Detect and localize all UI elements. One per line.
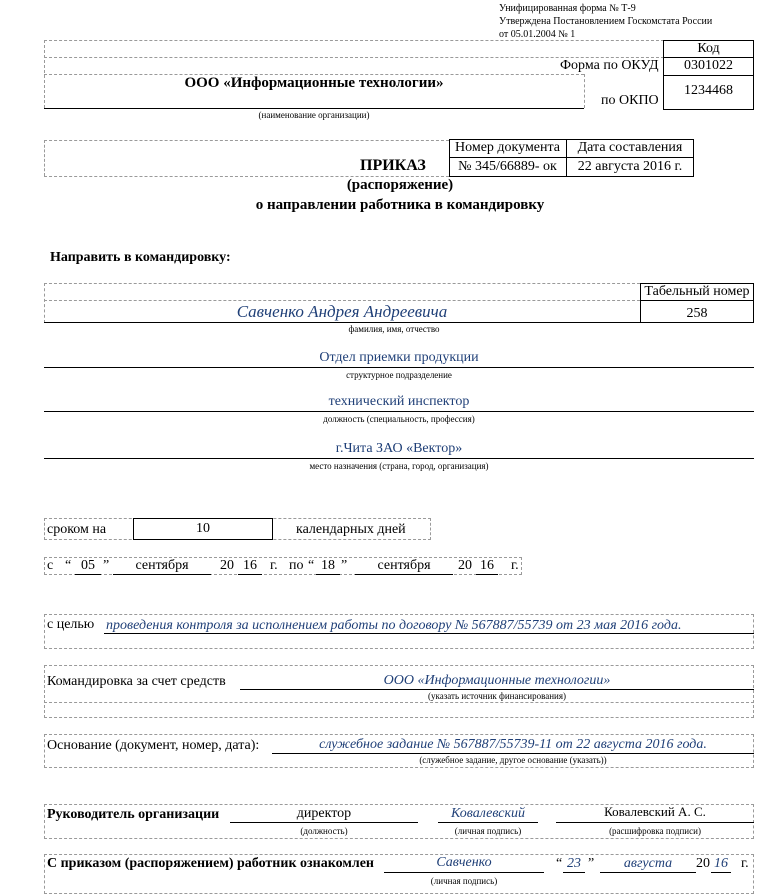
- acquaint-signature-caption: (личная подпись): [430, 876, 498, 886]
- acquaint-year-suffix: г.: [741, 856, 749, 871]
- from-day: 05: [81, 558, 95, 573]
- head-signature-caption: (личная подпись): [454, 826, 522, 836]
- from-year: 16: [243, 558, 257, 573]
- destination-caption: место назначения (страна, город, организация): [309, 461, 489, 471]
- acquaint-label: С приказом (распоряжением) работник ознакомлен: [47, 856, 374, 871]
- basis-value: служебное задание № 567887/55739-11 от 22 августа 2016 года.: [319, 737, 707, 752]
- from-month: сентября: [135, 558, 189, 573]
- code-label: Код: [697, 41, 720, 56]
- acquaint-century: 20: [696, 856, 710, 871]
- to-year: 16: [480, 558, 494, 573]
- form-header-line2: Утверждена Постановлением Госкомстата России: [499, 16, 713, 27]
- funding-caption: (указать источник финансирования): [428, 691, 566, 701]
- to-century: 20: [458, 558, 472, 573]
- position-caption: должность (специальность, профессия): [323, 414, 475, 424]
- basis-label: Основание (документ, номер, дата):: [47, 738, 260, 753]
- acquaint-quote-open: “: [556, 856, 563, 871]
- basis-caption: (служебное задание, другое основание (указать)): [419, 755, 607, 765]
- quote-close-2: ”: [341, 558, 348, 573]
- document-subtitle-2: о направлении работника в командировку: [255, 197, 545, 213]
- name-caption: фамилия, имя, отчество: [348, 324, 440, 334]
- from-label: с: [47, 558, 54, 573]
- from-century: 20: [220, 558, 234, 573]
- purpose-text: проведения контроля за исполнением работы по договору № 567887/55739 от 23 мая 2016 года.: [106, 618, 682, 633]
- okud-value: 0301022: [684, 58, 733, 73]
- document-subtitle-1: (распоряжение): [346, 177, 454, 193]
- send-label: Направить в командировку:: [50, 250, 231, 265]
- acquaint-year: 16: [714, 856, 728, 871]
- acquaint-day: 23: [567, 856, 581, 871]
- head-decoding: Ковалевский А. С.: [604, 804, 706, 819]
- organization-name: ООО «Информационные технологии»: [184, 75, 444, 91]
- employee-name: Савченко Андрея Андреевича: [236, 302, 448, 321]
- department-value: Отдел приемки продукции: [319, 350, 479, 365]
- document-date: 22 августа 2016 г.: [577, 159, 683, 174]
- form-header: [499, 2, 712, 41]
- organization-caption: (наименование организации): [258, 110, 370, 120]
- okpo-label: по ОКПО: [601, 93, 659, 108]
- acquaint-month: августа: [623, 856, 673, 871]
- head-decoding-caption: (расшифровка подписи): [609, 826, 701, 836]
- destination-value: г.Чита ЗАО «Вектор»: [335, 441, 463, 456]
- document-number: № 345/66889- ок: [458, 159, 557, 174]
- term-label: сроком на: [47, 522, 107, 537]
- head-position-caption: (должность): [300, 826, 348, 836]
- okpo-value: 1234468: [684, 83, 733, 98]
- from-year-suffix: г.: [270, 558, 278, 573]
- quote-close-1: ”: [103, 558, 110, 573]
- department-caption: структурное подразделение: [346, 370, 452, 380]
- quote-open-1: “: [65, 558, 72, 573]
- number-header: Номер документа: [454, 140, 561, 155]
- date-header: Дата составления: [577, 140, 683, 155]
- to-year-suffix: г.: [511, 558, 519, 573]
- tab-number-header: Табельный номер: [644, 284, 750, 299]
- form-header-line3: от 05.01.2004 № 1: [499, 29, 576, 40]
- position-value: технический инспектор: [328, 394, 470, 409]
- tab-number-value: 258: [686, 306, 708, 321]
- head-position: директор: [296, 806, 352, 821]
- acquaint-quote-close: ”: [588, 856, 595, 871]
- to-label: по: [289, 558, 304, 573]
- to-day: 18: [321, 558, 335, 573]
- quote-open-2: “: [308, 558, 315, 573]
- acquaint-signature: Савченко: [436, 855, 492, 870]
- document-title: ПРИКАЗ: [360, 157, 426, 174]
- to-month: сентября: [377, 558, 431, 573]
- term-days: 10: [133, 518, 273, 540]
- okud-label: Форма по ОКУД: [560, 58, 659, 73]
- term-unit: календарных дней: [296, 522, 406, 537]
- funding-label: Командировка за счет средств: [47, 674, 226, 689]
- funding-value: ООО «Информационные технологии»: [383, 673, 611, 688]
- purpose-label: с целью: [47, 617, 95, 632]
- form-header-line1: Унифицированная форма № Т-9: [499, 3, 636, 14]
- head-signature: Ковалевский: [450, 806, 526, 821]
- head-label: Руководитель организации: [47, 807, 220, 822]
